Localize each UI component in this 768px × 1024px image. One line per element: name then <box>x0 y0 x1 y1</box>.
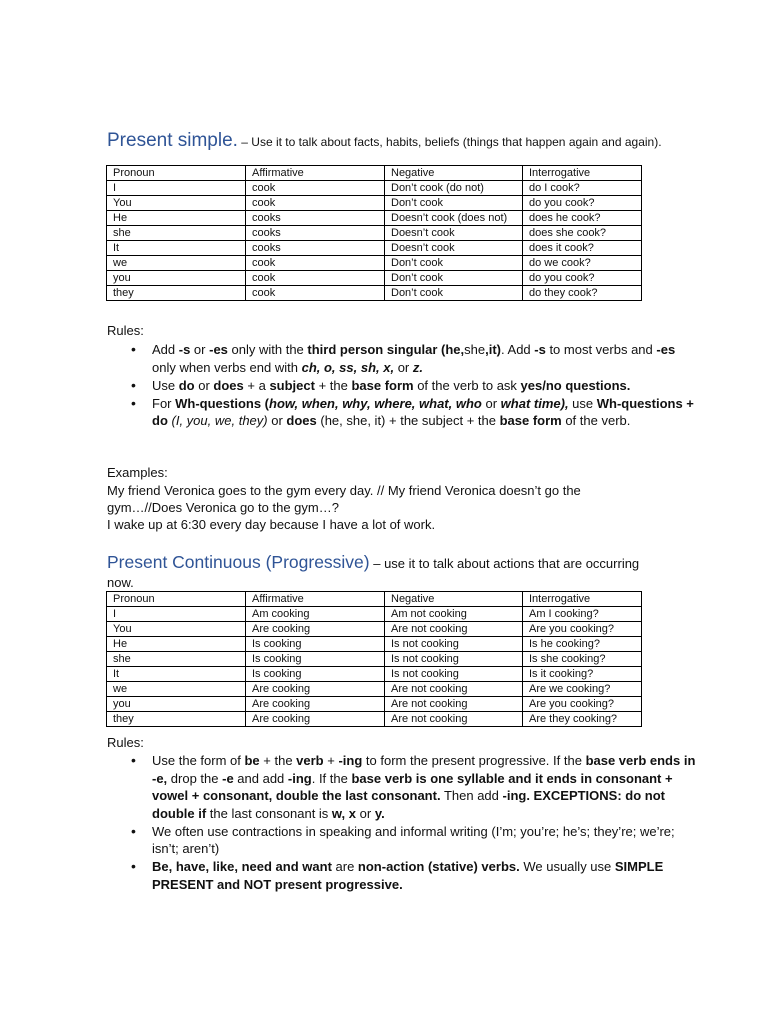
table-row <box>107 637 642 652</box>
table-cell: do I cook? <box>523 181 642 196</box>
table-cell: Is not cooking <box>385 637 523 652</box>
table-cell: Are you cooking? <box>523 697 642 712</box>
table-cell: Are you cooking? <box>523 622 642 637</box>
table-cell: Am not cooking <box>385 607 523 622</box>
table-cell: It <box>107 241 246 256</box>
table-cell: do we cook? <box>523 256 642 271</box>
present-simple-table <box>106 165 642 301</box>
present-simple-examples-label: Examples: <box>107 465 168 480</box>
present-simple-rules-label: Rules: <box>107 323 144 338</box>
table-cell: do you cook? <box>523 196 642 211</box>
table-row <box>107 196 642 211</box>
example-sentence: I wake up at 6:30 every day because I have a lot of work. <box>107 517 436 532</box>
table-cell: Are cooking <box>246 697 385 712</box>
column-header: Pronoun <box>107 592 246 607</box>
table-cell: they <box>107 286 246 301</box>
example-sentence: My friend Veronica goes to the gym every day. // My friend Veronica doesn’t go the gym…//Does Veronica go to the gym…? <box>107 483 581 515</box>
table-cell: Are not cooking <box>385 622 523 637</box>
table-cell: Doesn’t cook (does not) <box>385 211 523 226</box>
column-header: Interrogative <box>523 166 642 181</box>
present-continuous-heading <box>107 553 647 592</box>
table-row <box>107 271 642 286</box>
table-row <box>107 286 642 301</box>
table-cell: we <box>107 682 246 697</box>
table-cell: cook <box>246 271 385 286</box>
column-header: Affirmative <box>246 166 385 181</box>
table-cell: Are cooking <box>246 682 385 697</box>
present-simple-heading <box>107 131 662 150</box>
table-cell: You <box>107 622 246 637</box>
table-row <box>107 667 642 682</box>
present-continuous-description: – use it to talk about actions that are occurring now. <box>107 556 640 590</box>
rule-item: • We often use contractions in speaking and informal writing (I’m; you’re; he’s; they’re; we’re; isn’t; aren’t) <box>152 823 702 858</box>
present-simple-rules-list <box>108 341 702 430</box>
table-row <box>107 226 642 241</box>
table-cell: cooks <box>246 241 385 256</box>
table-cell: Don’t cook <box>385 271 523 286</box>
present-continuous-rules-label: Rules: <box>107 735 144 750</box>
table-cell: It <box>107 667 246 682</box>
table-cell: Doesn’t cook <box>385 226 523 241</box>
present-continuous-table <box>106 591 642 727</box>
table-cell: Are not cooking <box>385 712 523 727</box>
column-header: Interrogative <box>523 592 642 607</box>
table-cell: Is not cooking <box>385 652 523 667</box>
table-row <box>107 682 642 697</box>
table-row <box>107 256 642 271</box>
table-cell: you <box>107 271 246 286</box>
table-row <box>107 181 642 196</box>
table-cell: Are they cooking? <box>523 712 642 727</box>
table-cell: Is cooking <box>246 637 385 652</box>
table-cell: they <box>107 712 246 727</box>
table-cell: she <box>107 652 246 667</box>
table-cell: Doesn’t cook <box>385 241 523 256</box>
table-cell: Don’t cook (do not) <box>385 181 523 196</box>
table-row <box>107 607 642 622</box>
table-cell: Don’t cook <box>385 286 523 301</box>
table-cell: cook <box>246 286 385 301</box>
table-row <box>107 622 642 637</box>
table-row <box>107 652 642 667</box>
table-cell: Are cooking <box>246 712 385 727</box>
rule-item: • Use do or does + a subject + the base form of the verb to ask yes/no questions. <box>152 377 702 395</box>
table-cell: I <box>107 181 246 196</box>
table-cell: she <box>107 226 246 241</box>
present-continuous-title: Present Continuous (Progressive) <box>107 552 370 572</box>
table-cell: we <box>107 256 246 271</box>
table-cell: Am I cooking? <box>523 607 642 622</box>
table-cell: Is he cooking? <box>523 637 642 652</box>
rule-item: • For Wh-questions (how, when, why, where, what, who or what time), use Wh-questions + do (I, you, we, they) or does (he, she, it) + the subject + the base form of the verb. <box>152 395 702 430</box>
table-row <box>107 211 642 226</box>
column-header: Pronoun <box>107 166 246 181</box>
table-cell: Are we cooking? <box>523 682 642 697</box>
table-cell: Is it cooking? <box>523 667 642 682</box>
table-cell: Is cooking <box>246 652 385 667</box>
table-row <box>107 241 642 256</box>
present-simple-header-row <box>107 166 642 181</box>
column-header: Negative <box>385 166 523 181</box>
table-row <box>107 697 642 712</box>
present-continuous-header-row <box>107 592 642 607</box>
table-cell: you <box>107 697 246 712</box>
present-simple-title: Present simple. <box>107 130 238 151</box>
table-cell: Is she cooking? <box>523 652 642 667</box>
table-cell: Are not cooking <box>385 697 523 712</box>
table-cell: Don’t cook <box>385 196 523 211</box>
table-cell: cook <box>246 181 385 196</box>
rule-item: • Use the form of be + the verb + -ing to form the present progressive. If the base verb ends in -e, drop the -e and add -ing. If the base verb is one syllable and it ends in consonant + vowel + consonant, double the last consonant. Then add -ing. EXCEPTIONS: do not double if the last consonant is w, x or y. <box>152 752 702 822</box>
column-header: Affirmative <box>246 592 385 607</box>
present-simple-examples <box>107 482 637 533</box>
table-cell: do they cook? <box>523 286 642 301</box>
table-cell: do you cook? <box>523 271 642 286</box>
rule-item: • Add -s or -es only with the third person singular (he,she,it). Add -s to most verbs and -es only when verbs end with ch, o, ss, sh, x, or z. <box>152 341 702 376</box>
present-continuous-rules-list <box>108 752 702 894</box>
table-cell: He <box>107 637 246 652</box>
table-row <box>107 712 642 727</box>
table-cell: Is not cooking <box>385 667 523 682</box>
present-simple-description: – Use it to talk about facts, habits, beliefs (things that happen again and again). <box>237 135 662 149</box>
table-cell: He <box>107 211 246 226</box>
table-cell: does she cook? <box>523 226 642 241</box>
rule-item: • Be, have, like, need and want are non-action (stative) verbs. We usually use SIMPLE PRESENT and NOT present progressive. <box>152 858 702 893</box>
table-cell: Are not cooking <box>385 682 523 697</box>
table-cell: cook <box>246 196 385 211</box>
table-cell: cooks <box>246 211 385 226</box>
table-cell: Am cooking <box>246 607 385 622</box>
table-cell: You <box>107 196 246 211</box>
table-cell: I <box>107 607 246 622</box>
column-header: Negative <box>385 592 523 607</box>
table-cell: does it cook? <box>523 241 642 256</box>
table-cell: Are cooking <box>246 622 385 637</box>
table-cell: cook <box>246 256 385 271</box>
table-cell: Don’t cook <box>385 256 523 271</box>
table-cell: does he cook? <box>523 211 642 226</box>
table-cell: cooks <box>246 226 385 241</box>
table-cell: Is cooking <box>246 667 385 682</box>
